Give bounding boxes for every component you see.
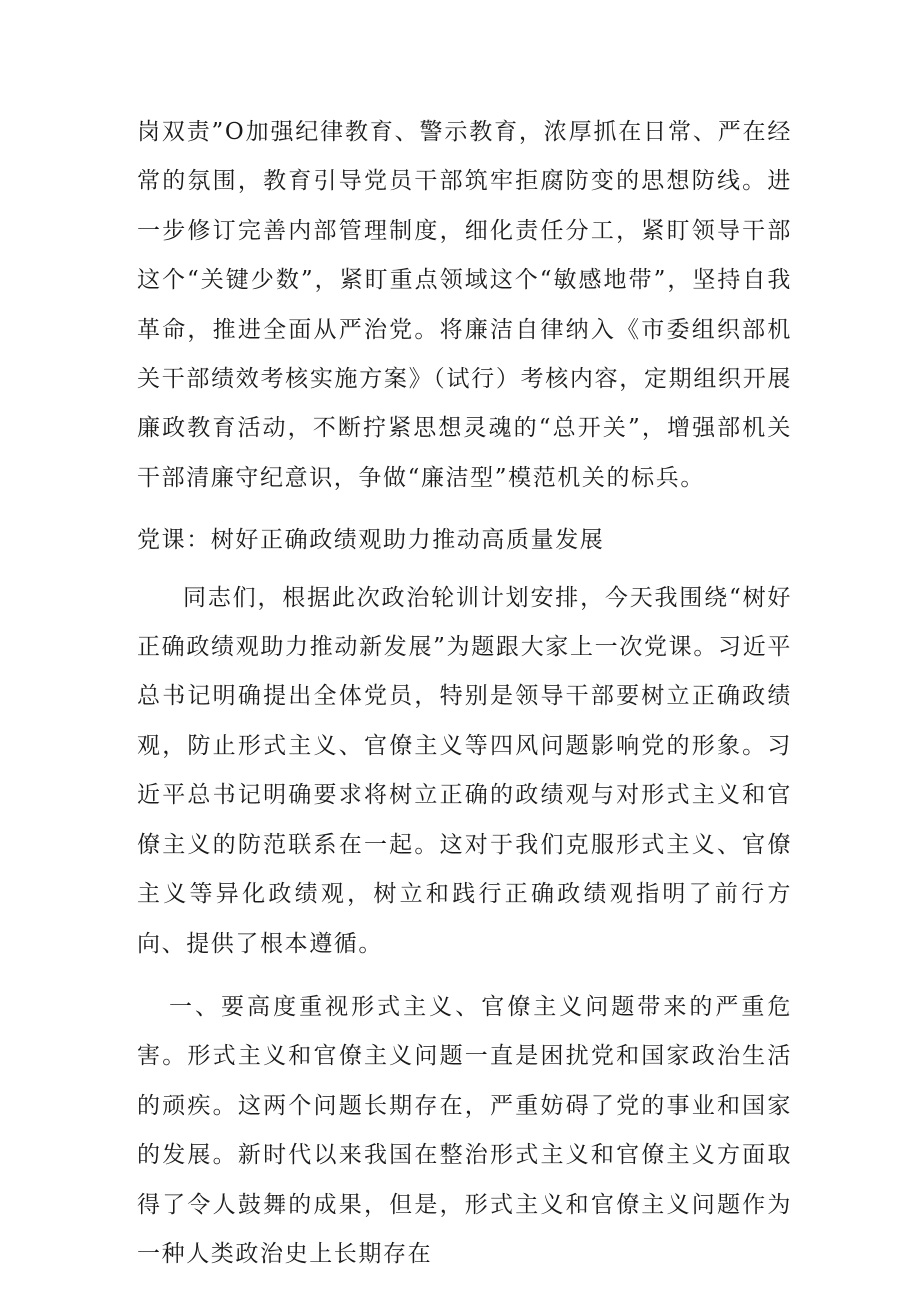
body-paragraph-section-one: 一、要高度重视形式主义、官僚主义问题带来的严重危害。形式主义和官僚主义问题一直是困扰党和国家政治生活的顽疾。这两个问题长期存在，严重妨碍了党的事业和国家的发展。新时代以来我国在整治形式主义和官僚主义方面取得了令人鼓舞的成果，但是，形式主义和官僚主义问题作为一种人类政治史上长期存在 [137,993,792,1267]
spacer [137,566,792,574]
spacer [137,969,792,983]
body-paragraph-discipline: 岗双责”O加强纪律教育、警示教育，浓厚抓在日常、严在经常的氛围，教育引导党员干部筑牢拒腐防变的思想防线。进一步修订完善内部管理制度，细化责任分工，紧盯领导干部这个“关键少数”，紧盯重点领域这个“敏感地带”，坚持自我革命，推进全面从严治党。将廉洁自律纳入《市委组织部机关干部绩效考核实施方案》（试行）考核内容，定期组织开展廉政教育活动，不断拧紧思想灵魂的“总开关”，增强部机关干部清廉守纪意识，争做“廉洁型”模范机关的标兵。 [137,119,792,491]
body-paragraph-intro: 同志们，根据此次政治轮训计划安排，今天我围绕“树好正确政绩观助力推动新发展”为题跟大家上一次党课。习近平总书记明确提出全体党员，特别是领导干部要树立正确政绩观，防止形式主义、官僚主义等四风问题影响党的形象。习近平总书记明确要求将树立正确的政绩观与对形式主义和官僚主义的防范联系在一起。这对于我们克服形式主义、官僚主义等异化政绩观，树立和践行正确政绩观指明了前行方向、提供了根本遵循。 [137,584,792,957]
spacer [137,503,792,516]
section-heading: 党课：树好正确政绩观助力推动高质量发展 [137,527,605,554]
